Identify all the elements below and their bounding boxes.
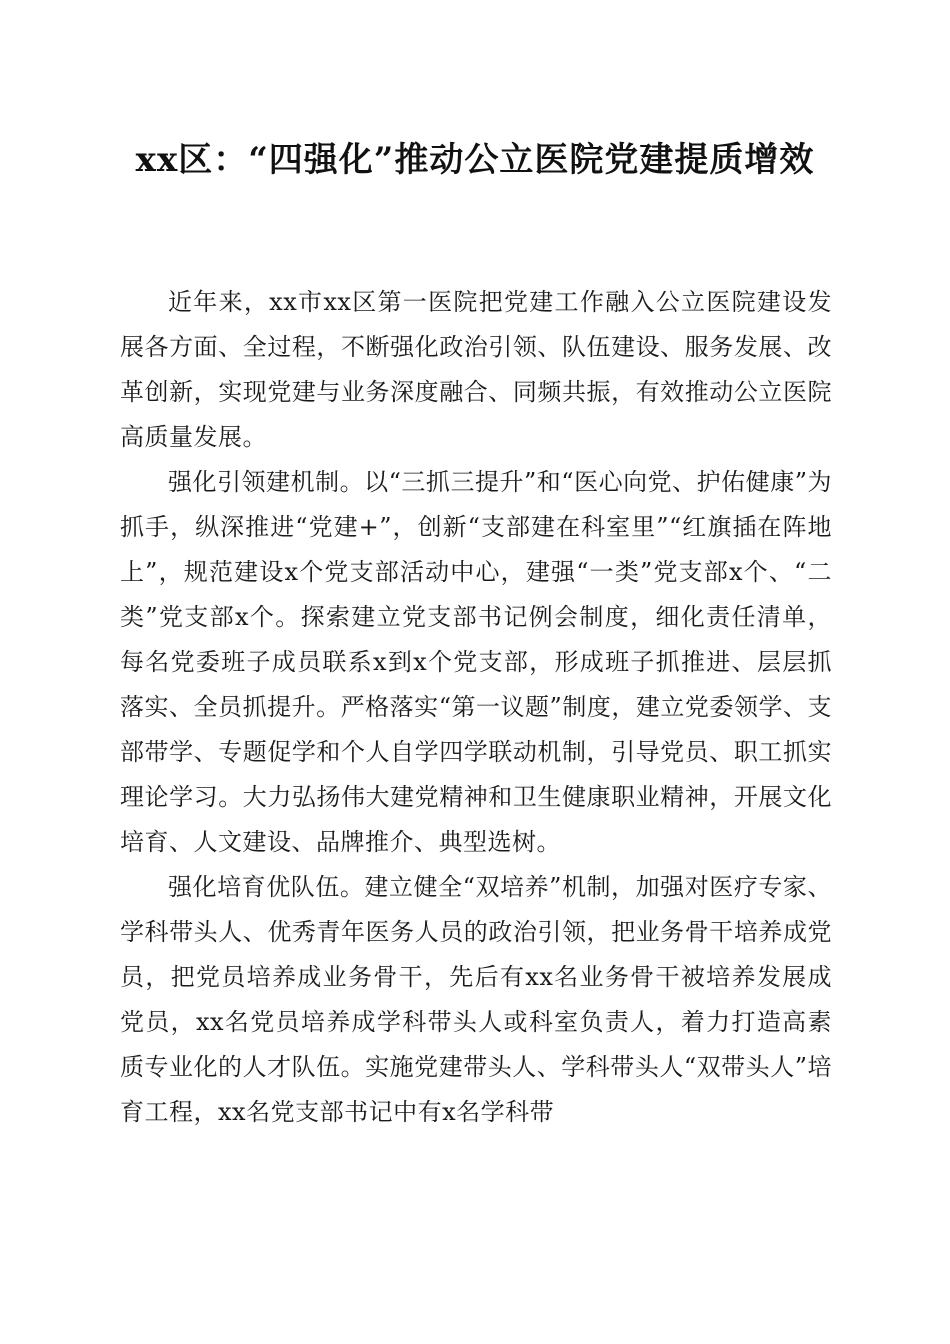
paragraph-team-cultivation: 强化培育优队伍。建立健全“双培养”机制，加强对医疗专家、学科带头人、优秀青年医务人员的政治引领，把业务骨干培养成党员，把党员培养成业务骨干，先后有xx名业务骨干被培养发展成党员，xx名党员培养成学科带头人或科室负责人，着力打造高素质专业化的人才队伍。实施党建带头人、学科带头人“双带头人”培育工程，xx名党支部书记中有x名学科带 bbox=[120, 873, 832, 1126]
document-body bbox=[120, 280, 832, 1135]
paragraph-intro: 近年来，xx市xx区第一医院把党建工作融入公立医院建设发展各方面、全过程，不断强化政治引领、队伍建设、服务发展、改革创新，实现党建与业务深度融合、同频共振，有效推动公立医院高质量发展。 bbox=[120, 288, 832, 451]
document-title: xx区：“四强化”推动公立医院党建提质增效 bbox=[135, 140, 815, 180]
paragraph-leadership-mechanism: 强化引领建机制。以“三抓三提升”和“医心向党、护佑健康”为抓手，纵深推进“党建+”，创新“支部建在科室里”“红旗插在阵地上”，规范建设x个党支部活动中心，建强“一类”党支部x个、“二类”党支部x个。探索建立党支部书记例会制度，细化责任清单，每名党委班子成员联系x到x个党支部，形成班子抓推进、层层抓落实、全员抓提升。严格落实“第一议题”制度，建立党委领学、支部带学、专题促学和个人自学四学联动机制，引导党员、职工抓实理论学习。大力弘扬伟大建党精神和卫生健康职业精神，开展文化培育、人文建设、品牌推介、典型选树。 bbox=[120, 468, 832, 856]
